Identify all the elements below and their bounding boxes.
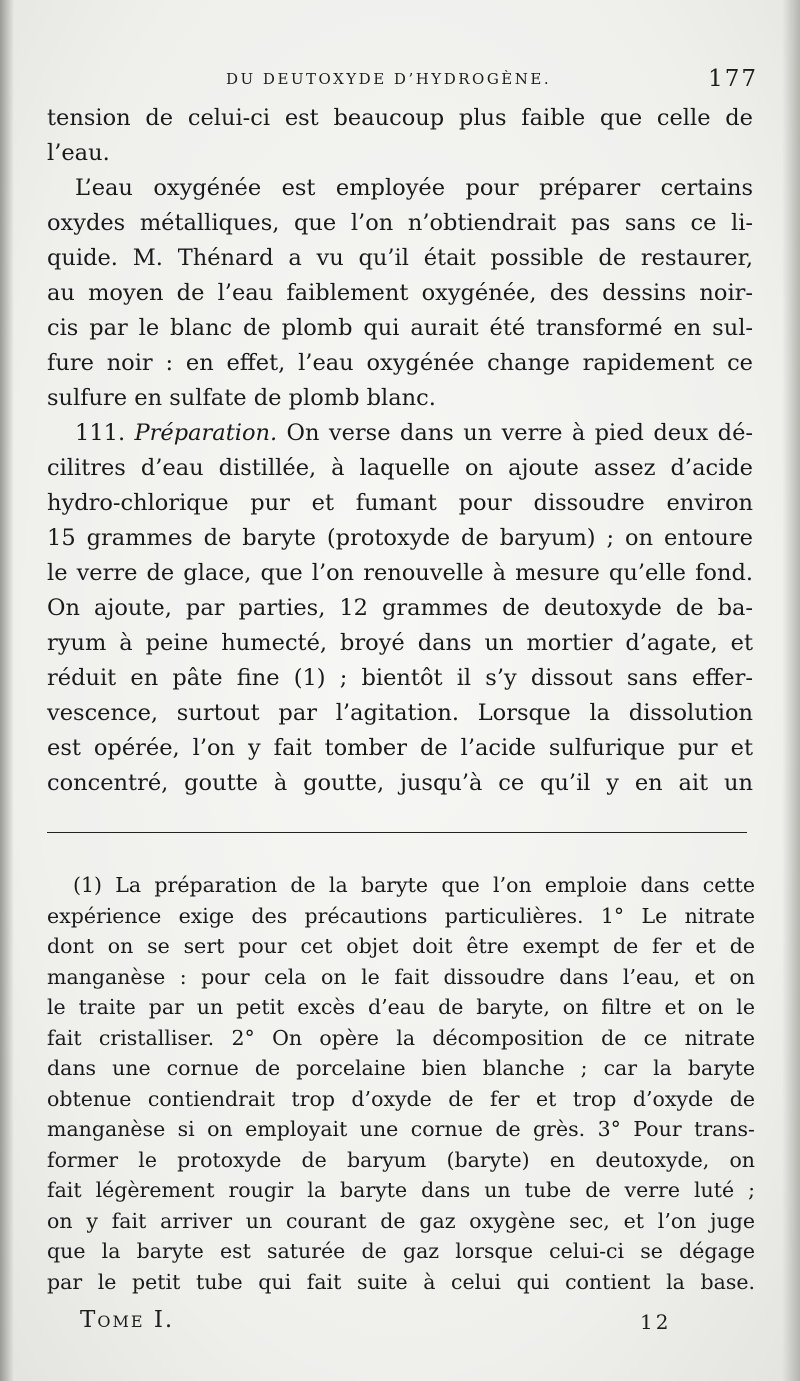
footnote-line: (1) La préparation de la baryte que l’on emploie dans cette (73, 873, 755, 897)
text-line: fure noir : en effet, l’eau oxygénée change rapidement ce (47, 350, 753, 376)
sheet-number: 12 (640, 1310, 672, 1334)
text-line: quide. M. Thénard a vu qu’il était possible de restaurer, (47, 245, 753, 271)
text-line: réduit en pâte fine (1) ; bientôt il s’y dissout sans effer- (47, 665, 753, 691)
text-line: oxydes métalliques, que l’on n’obtiendrait pas sans ce li- (47, 210, 753, 236)
text-line: L’eau oxygénée est employée pour préparer certains (75, 175, 753, 201)
footnote-line: obtenue contiendrait trop d’oxyde de fer et trop d’oxyde de (47, 1086, 755, 1111)
section-line (47, 416, 753, 451)
footnote-line: manganèse si on employait une cornue de grès. 3° Pour trans- (47, 1117, 755, 1141)
footnote-line: fait légèrement rougir la baryte dans un tube de verre luté ; (47, 1178, 755, 1202)
footnote-line: dans une cornue de porcelaine bien blanche ; car la baryte (47, 1056, 755, 1080)
running-title: DU DEUTOXYDE D’HYDROGÈNE. (226, 70, 552, 88)
text-line: l’eau. (47, 140, 110, 166)
footnote-divider (47, 832, 747, 833)
footnote-line: expérience exige des précautions particulières. 1° Le nitrate (47, 903, 755, 928)
text-line: cis par le blanc de plomb qui aurait été transformé en sul- (47, 315, 753, 341)
section-text: On verse dans un verre à pied deux dé- (286, 420, 753, 446)
text-line: sulfure en sulfate de plomb blanc. (47, 385, 436, 411)
text-line: le verre de glace, que l’on renouvelle à mesure qu’elle fond. (47, 560, 753, 586)
text-line: cilitres d’eau distillée, à laquelle on ajoute assez d’acide (47, 455, 753, 481)
volume-signature: Tome I. (80, 1307, 175, 1333)
running-head (48, 66, 758, 96)
text-line: hydro-chlorique pur et fumant pour dissoudre environ (47, 490, 753, 516)
section-title: Préparation. (134, 420, 278, 446)
left-edge-shadow (0, 0, 14, 1381)
footnote-line: former le protoxyde de baryum (baryte) en deutoxyde, on (47, 1147, 755, 1172)
page-number: 177 (708, 66, 758, 92)
text-line: vescence, surtout par l’agitation. Lorsque la dissolution (47, 700, 753, 726)
text-line: ryum à peine humecté, broyé dans un mortier d’agate, et (47, 630, 753, 656)
text-line: tension de celui-ci est beaucoup plus faible que celle de (47, 105, 753, 131)
text-line: est opérée, l’on y fait tomber de l’acide sulfurique pur et (47, 735, 753, 761)
section-number: 111. (75, 420, 126, 446)
text-line: On ajoute, par parties, 12 grammes de deutoxyde de ba- (47, 595, 753, 621)
footnote (47, 870, 755, 1297)
right-edge-shadow (782, 0, 800, 1381)
footnote-line: on y fait arriver un courant de gaz oxygène sec, et l’on juge (47, 1208, 755, 1233)
footnote-line: manganèse : pour cela on le fait dissoudre dans l’eau, et on (47, 964, 755, 989)
footnote-line: le traite par un petit excès d’eau de baryte, on filtre et on le (47, 995, 755, 1019)
text-line: concentré, goutte à goutte, jusqu’à ce qu’il y en ait un (47, 770, 753, 796)
main-text (47, 101, 753, 801)
footnote-line: fait cristalliser. 2° On opère la décomposition de ce nitrate (47, 1025, 755, 1050)
footnote-line: dont on se sert pour cet objet doit être exempt de fer et de (47, 934, 755, 958)
text-line: 15 grammes de baryte (protoxyde de baryum) ; on entoure (47, 525, 753, 551)
footnote-line: par le petit tube qui fait suite à celui qui contient la base. (47, 1269, 755, 1294)
text-line: au moyen de l’eau faiblement oxygénée, des dessins noir- (47, 280, 753, 306)
footnote-line: que la baryte est saturée de gaz lorsque celui-ci se dégage (47, 1239, 755, 1263)
